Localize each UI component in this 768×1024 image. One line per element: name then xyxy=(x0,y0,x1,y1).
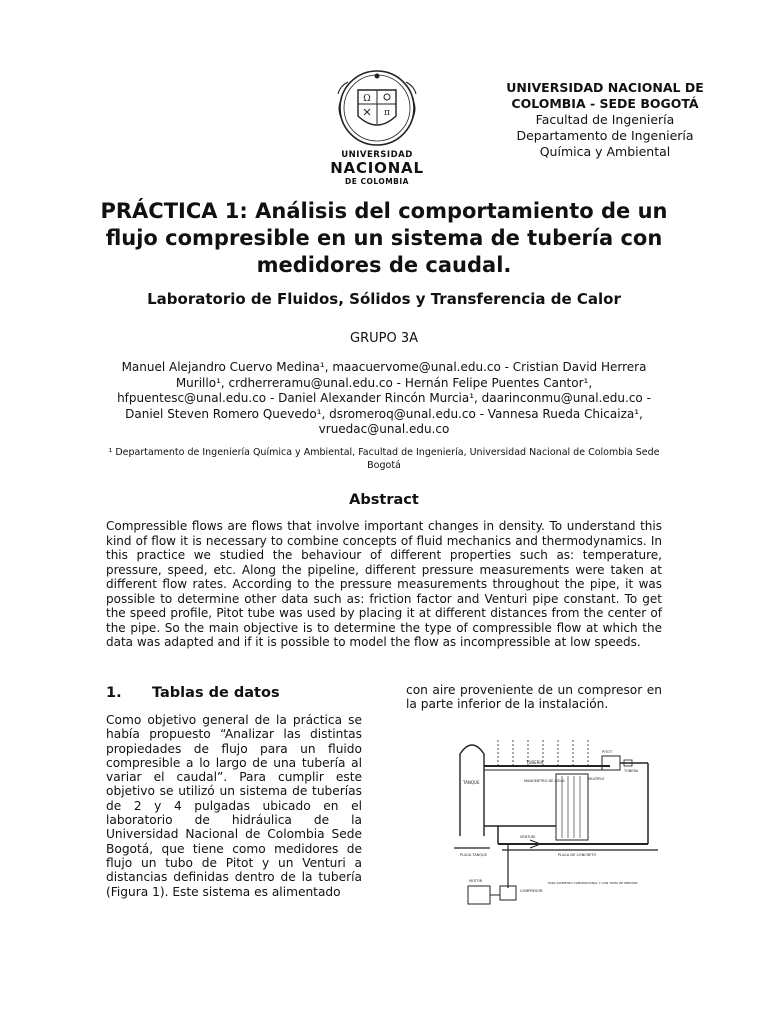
manometer xyxy=(556,774,588,840)
compressor-label: COMPRESOR xyxy=(520,889,543,893)
pipe-label: TUBERIA xyxy=(526,760,544,765)
motor-box xyxy=(468,886,490,904)
tank-plate-label: PLACA TANQUE xyxy=(460,853,487,857)
logo-line-3: DE COLOMBIA xyxy=(344,177,409,186)
svg-text:π: π xyxy=(384,108,390,118)
institution-block xyxy=(490,80,720,160)
logo-line-2: NACIONAL xyxy=(330,159,424,177)
university-logo xyxy=(318,68,436,188)
institution-line-2: COLOMBIA - SEDE BOGOTÁ xyxy=(511,96,699,111)
motor-label: MOTOR xyxy=(469,879,483,883)
affiliation: ¹ Departamento de Ingeniería Química y Ambiental, Facultad de Ingeniería, Universidad Nacional de Colombia Sede Bogotá xyxy=(108,447,660,471)
institution-line-1: UNIVERSIDAD NACIONAL DE xyxy=(506,80,704,95)
section-heading xyxy=(106,685,366,701)
figure-1-pipeline-diagram xyxy=(438,726,666,912)
concrete-plate-label: PLACA DE CONCRETO xyxy=(558,853,597,857)
university-seal-icon xyxy=(318,68,436,148)
group-label: GRUPO 3A xyxy=(350,331,418,346)
tank-label: TANQUE xyxy=(463,780,480,785)
paper-title: PRÁCTICA 1: Análisis del comportamiento de un flujo compresible en un sistema de tubería con medidores de caudal. xyxy=(100,199,668,277)
figure-note: PARA DIAMETRO CONVENCIONAL Y CON TOMA DE PRESION xyxy=(548,881,638,885)
logo-line-1: UNIVERSIDAD xyxy=(341,150,413,160)
section-number: 1. xyxy=(106,685,122,701)
body-text-left: Como objetivo general de la práctica se había propuesto “Analizar las distintas propiedades de flujo para un fluido compresible a lo largo de una tubería al variar el caudal”. Para cumplir este objetivo se utilizó un sistema de tuberías de 2 y 4 pulgadas ubicado en el laboratorio de hidráulica de la Universidad Nacional de Colombia Sede Bogotá, que tiene como medidores de flujo un tubo de Pitot y un Venturi a distancias definidas dentro de la tubería (Figura 1). Este sistema es alimentado xyxy=(106,713,362,899)
tank-shape xyxy=(460,745,484,836)
section-title: Tablas de datos xyxy=(152,685,280,701)
pitot-box xyxy=(602,756,620,770)
abstract-heading: Abstract xyxy=(349,492,419,508)
department-line-2: Química y Ambiental xyxy=(539,144,671,159)
faculty-name: Facultad de Ingeniería xyxy=(535,112,675,127)
body-text-right: con aire proveniente de un compresor en la parte inferior de la instalación. xyxy=(406,683,662,712)
department-line-1: Departamento de Ingeniería xyxy=(516,128,694,143)
paper-subtitle: Laboratorio de Fluidos, Sólidos y Transferencia de Calor xyxy=(147,290,621,308)
svg-text:Ω: Ω xyxy=(363,94,371,104)
author-list: Manuel Alejandro Cuervo Medina¹, maacuervome@unal.edu.co - Cristian David Herrera Murillo¹, crdherreramu@unal.edu.co - Hernán Felipe Puentes Cantor¹, hfpuentesc@unal.edu.co - Daniel Alexander Rincón Murcia¹, daarinconmu@unal.edu.co - Daniel Steven Romero Quevedo¹, dsromeroq@unal.edu.co - Vannesa Rueda Chicaiza¹, vruedac@unal.edu.co xyxy=(117,360,651,436)
manometer-label: MANOMETRO DE AGUA xyxy=(524,779,565,783)
multiple-label: MULTIPLE xyxy=(588,777,605,781)
venturi-label: VENTURI xyxy=(520,835,536,839)
pitot-label: PITOT xyxy=(602,750,613,754)
abstract-text: Compressible flows are flows that involve important changes in density. To understand this kind of flow it is necessary to combine concepts of fluid mechanics and thermodynamics. In this practice we studied the behaviour of different properties such as: temperature, pressure, speed, etc. Along the pipeline, different pressure measurements were taken at different flow rates. According to the pressure measurements throughout the pipe, it was possible to determine other data such as: friction factor and Venturi pipe constant. To get the speed profile, Pitot tube was used by placing it at different distances from the center of the pipe. So the main objective is to determine the type of compressible flow at which the data was adapted and if it is possible to model the flow as incompressible at low speeds. xyxy=(106,519,662,649)
compressor-box xyxy=(500,886,516,900)
tobera-label: TOBERA xyxy=(624,769,639,773)
